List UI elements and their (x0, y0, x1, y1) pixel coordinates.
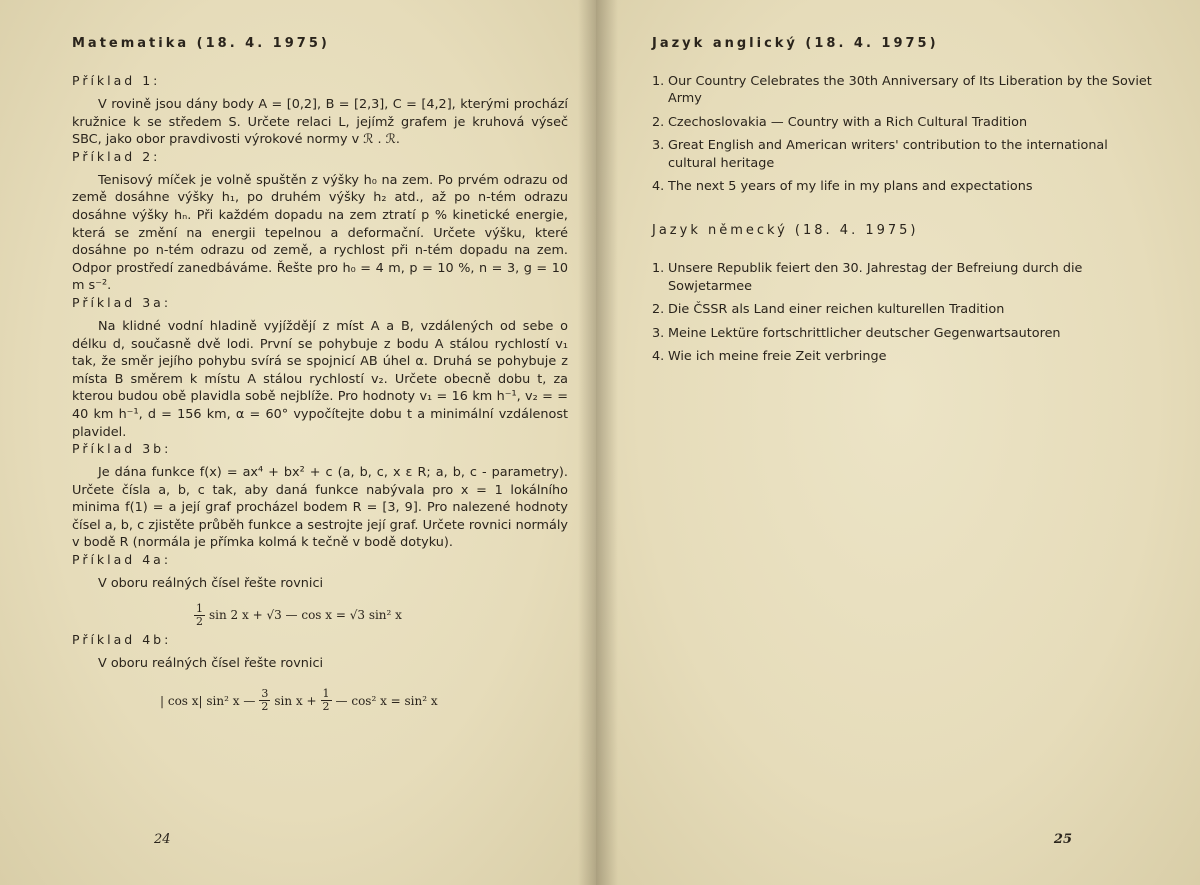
list-item (652, 114, 1156, 131)
example-title: Příklad 2: (72, 148, 161, 164)
right-page (596, 0, 1200, 885)
fraction-denominator: 2 (261, 700, 269, 714)
example-text: Tenisový míček je volně spuštěn z výšky h₀ na zem. Po prvém odrazu od země dosáhne výšky h₁, po druhém výšky h₂ atd., až po n-tém odrazu dosáhne výšky hₙ. Při každém dopadu na zem ztratí p % kinetické energie, která se změní na energii tepelnou a deformační. Určete výšku, které dosáhne po n-tém odrazu od země, a rychlost při n-tém dopadu na zem. Odpor prostředí zanedbáváme. Řešte pro h₀ = 4 m, p = 10 %, n = 3, g = 10 m s⁻². (72, 172, 568, 294)
fraction-numerator: 1 (196, 601, 203, 615)
fraction (194, 603, 205, 628)
fraction (259, 688, 270, 713)
example-3a (72, 295, 568, 441)
example-4b (72, 632, 568, 714)
math-heading: Matematika (18. 4. 1975) (72, 36, 330, 51)
item-number: 4. (652, 179, 665, 195)
english-heading: Jazyk anglický (18. 4. 1975) (652, 36, 939, 51)
example-text: V rovině jsou dány body A = [0,2], B = [2,3], C = [4,2], kterými prochází kružnice k se středem S. Určete relaci L, jejímž grafem je kruhová výseč SBC, jako obor pravdivosti výrokové normy v ℛ . ℛ. (72, 97, 568, 148)
fraction-numerator: 3 (261, 687, 269, 701)
gutter-shadow (596, 0, 618, 885)
equation-rest: sin 2 x + √3 — cos x = √3 sin² x (209, 608, 402, 623)
list-item (652, 325, 1156, 342)
item-text: The next 5 years of my life in my plans and expectations (668, 179, 1033, 195)
fraction-numerator: 1 (322, 687, 330, 701)
left-page (0, 0, 596, 885)
item-number: 2. (652, 114, 665, 130)
equation-rest: — cos² x = sin² x (335, 693, 438, 708)
example-title: Příklad 4b: (72, 631, 172, 647)
list-item (652, 260, 1156, 295)
example-1 (72, 73, 568, 149)
fraction (321, 688, 332, 713)
item-number: 3. (652, 325, 665, 341)
equation-4b (160, 688, 568, 713)
item-text: Czechoslovakia — Country with a Rich Cultural Tradition (668, 114, 1028, 130)
item-text: Meine Lektüre fortschrittlicher deutscher Gegenwartsautoren (668, 325, 1061, 341)
item-text: Our Country Celebrates the 30th Anniversary of Its Liberation by the Soviet Army (668, 74, 1152, 107)
item-text: Unsere Republik feiert den 30. Jahrestag der Befreiung durch die Sowjetarmee (668, 261, 1083, 294)
example-3b (72, 441, 568, 552)
fraction-denominator: 2 (322, 700, 330, 714)
example-text: Na klidné vodní hladině vyjíždějí z míst A a B, vzdálených od sebe o délku d, současně dvě lodi. První se pohybuje z bodu A stálou rychlostí v₁ tak, že směr jejího pohybu svírá se spojnicí AB úhel α. Druhá se pohybuje z místa B směrem k místu A stálou rychlostí v₂. Určete obecně dobu t, za kterou budou obě plavidla sobě nejblíže. Pro hodnoty v₁ = 16 km h⁻¹, v₂ = = 40 km h⁻¹, d = 156 km, α = 60° vypočítejte dobu t a minimální vzdálenost plavidel. (72, 318, 568, 440)
item-number: 4. (652, 349, 665, 365)
page-number: 24 (154, 832, 171, 847)
example-text: V oboru reálných čísel řešte rovnici (98, 576, 324, 592)
item-number: 2. (652, 302, 665, 318)
example-2 (72, 149, 568, 295)
list-item (652, 73, 1156, 108)
item-text: Great English and American writers' contribution to the international cultural heritage (668, 138, 1108, 171)
equation-prefix: | cos x| sin² x — (160, 693, 256, 708)
list-item (652, 178, 1156, 195)
german-heading: Jazyk německý (18. 4. 1975) (652, 223, 919, 239)
item-number: 1. (652, 74, 665, 89)
equation-middle: sin x + (274, 693, 317, 708)
list-item (652, 301, 1156, 318)
item-text: Wie ich meine freie Zeit verbringe (668, 349, 887, 365)
list-item (652, 348, 1156, 365)
example-title: Příklad 3b: (72, 441, 172, 457)
example-text: V oboru reálných čísel řešte rovnici (98, 655, 324, 671)
equation-4a (194, 603, 568, 628)
example-title: Příklad 1: (72, 73, 161, 88)
item-number: 3. (652, 138, 665, 154)
list-item (652, 137, 1156, 172)
example-4a (72, 552, 568, 628)
gutter-shadow (578, 0, 596, 885)
example-text: Je dána funkce f(x) = ax⁴ + bx² + c (a, b, c, x ε R; a, b, c - parametry). Určete čísla a, b, c tak, aby daná funkce nabývala pro x = 1 lokálního minima f(1) = a její graf procházel bodem R = [3, 9]. Pro nalezené hodnoty čísel a, b, c zjistěte průběh funkce a sestrojte její graf. Určete rovnici normály v bodě R (normála je přímka kolmá k tečně v bodě dotyku). (72, 465, 568, 551)
english-topics (652, 73, 1156, 195)
example-title: Příklad 3a: (72, 294, 172, 310)
fraction-denominator: 2 (196, 614, 203, 628)
example-title: Příklad 4a: (72, 552, 172, 568)
item-number: 1. (652, 261, 665, 277)
german-topics (652, 260, 1156, 365)
item-text: Die ČSSR als Land einer reichen kulturellen Tradition (668, 302, 1005, 318)
page-number: 25 (1053, 832, 1072, 847)
